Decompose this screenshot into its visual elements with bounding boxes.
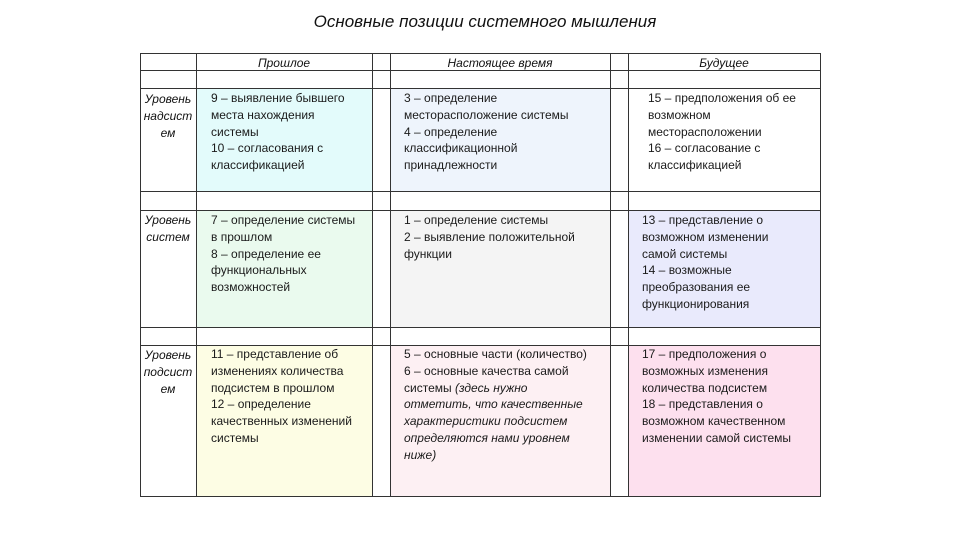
grid-vline xyxy=(196,53,197,497)
cell-line xyxy=(404,157,569,174)
cell-line xyxy=(211,363,352,380)
cell-line-text: 13 – представление о xyxy=(642,213,764,227)
cell-line-text: 7 – определение системы xyxy=(211,213,356,227)
row-label xyxy=(140,347,196,398)
cell-line xyxy=(404,380,587,397)
cell-line xyxy=(211,212,355,229)
cell-line xyxy=(404,229,575,246)
cell-line xyxy=(642,380,791,397)
cell-line xyxy=(648,157,796,174)
cell-line-text: 12 – определение xyxy=(211,397,311,412)
cell-line xyxy=(642,346,791,363)
cell-line-text: подсистем в прошлом xyxy=(211,380,335,395)
cell-line xyxy=(642,296,768,313)
table-cell xyxy=(404,212,575,262)
cell-line-text: возможном изменении xyxy=(642,229,769,244)
row-label-line: Уровень xyxy=(144,348,192,362)
table-cell xyxy=(642,346,791,447)
grid-vline xyxy=(820,53,821,497)
cell-line xyxy=(211,396,352,413)
cell-line-text: 16 – согласование с xyxy=(648,141,761,156)
cell-line xyxy=(211,430,352,447)
cell-line xyxy=(211,90,345,107)
cell-line-text: 5 – основные части (количество) xyxy=(404,347,587,361)
cell-line-text: возможностей xyxy=(211,280,291,295)
cell-line-text: 2 – выявление положительной xyxy=(404,229,575,244)
cell-line-text: месторасположение системы xyxy=(404,107,569,122)
row-label-line: надсист xyxy=(143,109,193,123)
page-title: Основные позиции системного мышления xyxy=(313,12,657,31)
cell-line-text: возможном качественном xyxy=(642,414,786,429)
cell-line xyxy=(211,246,355,263)
cell-line xyxy=(648,140,796,157)
cell-line-text: 11 – представление об xyxy=(211,347,339,361)
cell-line xyxy=(642,430,791,447)
cell-line-text: количества подсистем xyxy=(642,380,768,395)
cell-line xyxy=(642,229,768,246)
cell-line-text: места нахождения xyxy=(211,107,315,122)
cell-line xyxy=(642,212,768,229)
cell-line xyxy=(648,90,796,107)
cell-line-text: характеристики подсистем xyxy=(404,414,568,429)
cell-line xyxy=(404,90,569,107)
cell-line-text: самой системы xyxy=(642,246,728,261)
grid-vline xyxy=(372,53,373,497)
cell-line xyxy=(642,396,791,413)
cell-line-text: возможном xyxy=(648,107,711,122)
cell-line xyxy=(211,107,345,124)
cell-line-text: 18 – представления о xyxy=(642,397,763,412)
row-label-line: систем xyxy=(146,230,190,244)
cell-line-text: 1 – определение системы xyxy=(404,213,549,227)
table-cell xyxy=(211,90,345,174)
row-label-line: ем xyxy=(160,126,176,140)
cell-line-text: определяются нами уровнем xyxy=(404,430,570,445)
table-cell xyxy=(648,90,796,174)
cell-line xyxy=(211,380,352,397)
grid-hline xyxy=(140,88,821,89)
cell-line xyxy=(211,279,355,296)
cell-line-text: 6 – основные качества самой xyxy=(404,363,569,378)
column-header-past: Прошлое xyxy=(257,56,311,70)
cell-line xyxy=(648,107,796,124)
row-label-line: ем xyxy=(160,382,176,396)
cell-line-text: классификационной xyxy=(404,141,518,156)
table-cell xyxy=(642,212,768,313)
table-cell xyxy=(404,90,569,174)
row-label-line: Уровень xyxy=(144,213,192,227)
cell-line-text: 9 – выявление бывшего xyxy=(211,91,345,105)
grid-hline xyxy=(140,327,821,328)
cell-line-text: принадлежности xyxy=(404,158,498,173)
table-cell xyxy=(404,346,587,464)
cell-line xyxy=(404,363,587,380)
cell-line-text: изменениях количества xyxy=(211,363,344,378)
cell-line xyxy=(404,430,587,447)
cell-line xyxy=(404,396,587,413)
grid-hline xyxy=(140,191,821,192)
cell-line-text: 8 – определение ее xyxy=(211,246,321,261)
cell-line-text: месторасположении xyxy=(648,124,762,139)
cell-line-text: 14 – возможные xyxy=(642,263,732,278)
cell-line-text: системы xyxy=(404,380,455,395)
cell-line xyxy=(404,246,575,263)
cell-line-text: 3 – определение xyxy=(404,91,498,105)
grid-hline xyxy=(140,53,821,54)
cell-line-text: качественных изменений xyxy=(211,414,352,429)
cell-line-text: системы xyxy=(211,124,259,139)
cell-line xyxy=(642,363,791,380)
row-label xyxy=(140,212,196,246)
cell-line-text: функциональных xyxy=(211,263,307,278)
cell-line xyxy=(404,346,587,363)
cell-line-text: классификацией xyxy=(648,158,742,173)
cell-line xyxy=(648,124,796,141)
cell-line xyxy=(404,212,575,229)
row-label xyxy=(140,91,196,142)
grid-vline xyxy=(610,53,611,497)
cell-line xyxy=(211,157,345,174)
cell-line-text: в прошлом xyxy=(211,229,273,244)
cell-line xyxy=(404,124,569,141)
cell-line xyxy=(211,140,345,157)
table-cell xyxy=(211,212,355,296)
cell-line-text: классификацией xyxy=(211,158,305,173)
cell-line xyxy=(404,413,587,430)
cell-line-text: системы xyxy=(211,430,259,445)
grid-vline xyxy=(628,53,629,497)
cell-line xyxy=(211,124,345,141)
cell-line xyxy=(642,262,768,279)
grid-hline xyxy=(140,496,821,497)
cell-line xyxy=(642,279,768,296)
cell-line xyxy=(211,229,355,246)
cell-line-text: ниже) xyxy=(404,447,437,462)
cell-line xyxy=(404,140,569,157)
cell-line-text: отметить, что качественные xyxy=(404,397,583,412)
cell-line-italic-tail: (здесь нужно xyxy=(454,380,528,395)
cell-line-text: возможных изменения xyxy=(642,363,768,378)
grid-hline xyxy=(140,210,821,211)
cell-line xyxy=(404,447,587,464)
cell-line xyxy=(642,246,768,263)
cell-line-text: функции xyxy=(404,246,452,261)
cell-line-text: изменении самой системы xyxy=(642,430,792,445)
cell-line xyxy=(404,107,569,124)
cell-line-text: преобразования ее xyxy=(642,280,751,295)
grid-vline xyxy=(390,53,391,497)
cell-line-text: 10 – согласования с xyxy=(211,141,324,156)
cell-line xyxy=(211,262,355,279)
table-cell xyxy=(211,346,352,447)
row-label-line: Уровень xyxy=(144,92,192,106)
grid-hline xyxy=(140,70,821,71)
column-header-future: Будущее xyxy=(699,56,749,70)
cell-line-text: 15 – предположения об ее xyxy=(648,91,796,105)
cell-line xyxy=(642,413,791,430)
cell-line-text: функционирования xyxy=(642,296,750,311)
column-header-present: Настоящее время xyxy=(447,56,553,70)
cell-line-text: 17 – предположения о xyxy=(642,347,767,361)
cell-line xyxy=(211,346,352,363)
cell-line xyxy=(211,413,352,430)
cell-line-text: 4 – определение xyxy=(404,124,498,139)
row-label-line: подсист xyxy=(143,365,193,379)
